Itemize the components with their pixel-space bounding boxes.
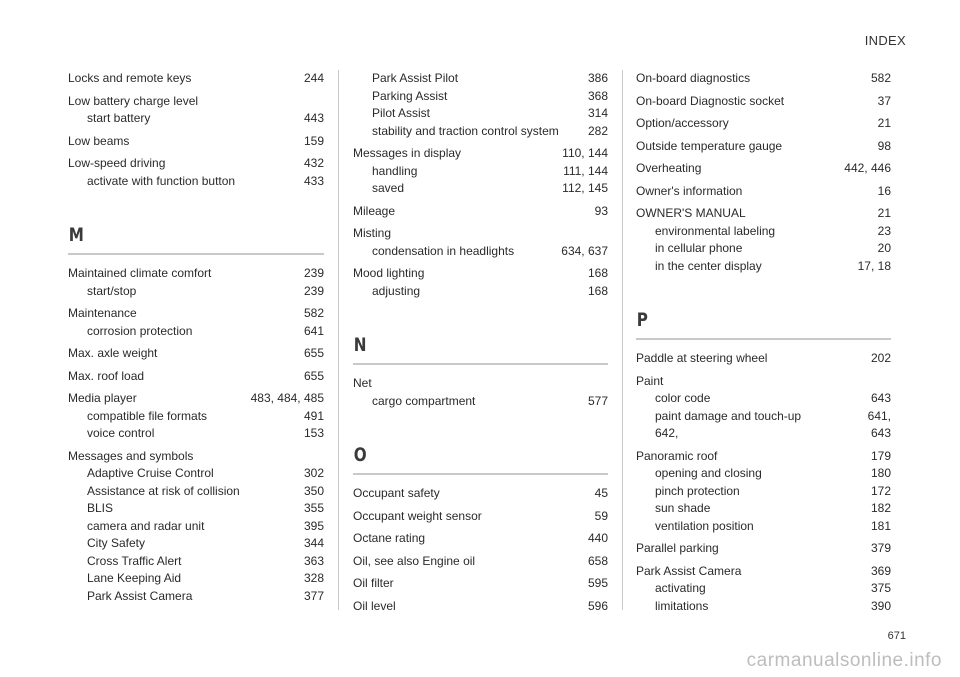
entry-label: cargo compartment [372,393,476,408]
index-entry [68,390,324,408]
entry-label: pinch protection [655,483,740,498]
section-letter: M [68,224,84,246]
index-entry [68,345,324,363]
entry-page-ref: 363 [303,553,324,568]
entry-label: Assistance at risk of collision [87,483,240,498]
entry-label: start battery [87,111,151,125]
entry-page-ref: 20 [877,241,891,255]
index-entry [68,265,324,283]
entry-page-ref: 244 [303,71,324,85]
entry-label: Paddle at steering wheel [636,351,768,365]
entry-label: Option/accessory [636,116,729,130]
entry-label: Messages and symbols [68,448,194,463]
entry-label: OWNER'S MANUAL [636,206,746,220]
entry-label: Low battery charge level [68,93,199,108]
entry-label: camera and radar unit [87,518,205,533]
entry-page-ref: 172 [870,483,891,498]
entry-label: color code [655,391,711,405]
index-entry [68,133,324,151]
entry-page-ref: 23 [877,223,891,238]
entry-page-ref: 93 [594,203,608,218]
entry-label: activating [655,581,706,595]
index-subentry [68,588,324,606]
entry-label: Misting [353,226,392,240]
entry-page-ref: 21 [877,116,891,130]
entry-label: Oil filter [353,576,394,590]
entry-page-ref: 440 [587,531,608,545]
entry-page-ref: 328 [303,571,324,585]
entry-page-ref: 112, 145 [562,181,608,195]
entry-page-ref: 582 [303,306,324,320]
index-subentry [353,243,608,261]
index-entry [636,448,891,466]
entry-label: environmental labeling [655,223,776,238]
entry-label: Parallel parking [636,541,719,555]
entry-label: Max. axle weight [68,346,158,360]
index-subentry [68,425,324,443]
entry-page-ref: 634, 637 [561,243,608,258]
index-entry [68,305,324,323]
entry-label: Maintained climate comfort [68,266,212,280]
index-subentry [636,408,891,426]
index-entry [636,138,891,156]
entry-label: Park Assist Camera [87,588,193,603]
entry-page-ref: 355 [303,501,324,515]
entry-label: handling [372,163,418,178]
section-heading [353,334,608,365]
entry-page-ref: 658 [587,553,608,568]
entry-label: Low beams [68,133,130,148]
index-subentry [68,500,324,518]
entry-label: activate with function button [87,173,236,188]
entry-page-ref: 111, 144 [563,163,608,178]
entry-page-ref: 179 [870,448,891,463]
entry-label: Messages in display [353,146,462,160]
entry-page-ref: 16 [877,183,891,198]
index-entry [636,205,891,223]
entry-label: Oil level [353,598,396,613]
entry-page-ref: 375 [870,581,891,595]
entry-page-ref: 21 [877,206,891,220]
entry-page-ref: 369 [870,563,891,578]
index-entry [353,553,608,571]
index-entry [353,530,608,548]
entry-label: Pilot Assist [372,106,431,120]
entry-page-ref: 45 [594,486,608,500]
entry-label: ventilation position [655,518,754,533]
index-entry [636,563,891,581]
entry-label: Net [353,376,372,390]
entry-label: in cellular phone [655,241,743,255]
index-column-2 [353,70,608,615]
entry-page-ref: 168 [587,283,608,298]
entry-label: corrosion protection [87,323,193,338]
index-subentry [353,88,608,106]
entry-label: Owner's information [636,183,743,198]
entry-label: Parking Assist [372,88,448,103]
entry-page-ref: 159 [303,133,324,148]
index-subentry [353,123,608,141]
entry-page-ref: 641, [867,408,891,423]
index-subentry [636,580,891,598]
entry-page-ref: 302 [303,466,324,480]
entry-label: Occupant safety [353,486,440,500]
index-entry [353,508,608,526]
entry-page-ref: 202 [870,351,891,365]
index-entry [68,93,324,111]
entry-label: opening and closing [655,466,762,480]
section-rule [636,338,891,340]
entry-label: Park Assist Camera [636,563,742,578]
entry-label: On-board Diagnostic socket [636,93,785,108]
entry-label: voice control [87,426,155,440]
index-subentry [68,553,324,571]
index-entry [353,225,608,243]
index-column-3 [636,70,891,615]
entry-page-ref: 59 [594,508,608,523]
entry-label: Park Assist Pilot [372,71,459,85]
index-entry [68,155,324,173]
entry-page-ref: 443 [303,111,324,125]
entry-page-ref: 368 [587,88,608,103]
index-entry [353,375,608,393]
entry-label: City Safety [87,536,146,550]
index-entry [353,203,608,221]
entry-label: Outside temperature gauge [636,138,783,153]
index-entry [68,448,324,466]
index-entry [636,160,891,178]
index-entry [353,485,608,503]
index-subentry [636,223,891,241]
entry-page-ref: 168 [587,266,608,280]
entry-page-ref: 98 [877,138,891,153]
entry-label: BLIS [87,501,114,515]
entry-label: Occupant weight sensor [353,508,482,523]
index-subentry [636,425,891,443]
entry-label: sun shade [655,501,711,515]
entry-label: Mood lighting [353,266,425,280]
index-subentry [353,163,608,181]
section-rule [68,253,324,255]
entry-page-ref: 483, 484, 485 [250,391,324,405]
entry-page-ref: 379 [870,541,891,555]
entry-label: Oil, see also Engine oil [353,553,476,568]
entry-label: Mileage [353,203,396,218]
index-subentry [636,518,891,536]
index-subentry [636,500,891,518]
index-subentry [68,465,324,483]
entry-label: Octane rating [353,531,426,545]
entry-label: compatible file formats [87,408,208,423]
index-subentry [68,110,324,128]
entry-label: Adaptive Cruise Control [87,466,214,480]
column-divider [622,70,623,610]
index-subentry [68,283,324,301]
entry-label: paint damage and touch-up [655,408,802,423]
index-entry [636,115,891,133]
entry-page-ref: 390 [870,598,891,613]
entry-page-ref: 182 [870,501,891,515]
entry-page-ref: 433 [303,173,324,188]
entry-label: stability and traction control system [372,123,559,138]
column-divider [338,70,339,610]
index-subentry [68,570,324,588]
index-entry [636,350,891,368]
entry-page-ref: 181 [870,518,891,533]
section-heading [636,309,891,340]
watermark: carmanualsonline.info [746,650,942,671]
page-number: 671 [887,630,906,642]
index-entry [636,93,891,111]
entry-page-ref: 595 [587,576,608,590]
index-subentry [636,390,891,408]
index-entry [636,183,891,201]
entry-label: start/stop [87,283,137,298]
entry-page-ref: 282 [587,123,608,138]
index-subentry [636,598,891,616]
index-subentry [68,535,324,553]
entry-page-ref: 239 [303,266,324,280]
entry-page-ref: 582 [870,71,891,85]
section-letter: P [636,309,648,331]
index-subentry [68,408,324,426]
section-rule [353,473,608,475]
index-subentry [68,323,324,341]
entry-page-ref: 17, 18 [857,258,891,273]
entry-page-ref: 180 [870,466,891,480]
entry-page-ref: 577 [587,393,608,408]
index-subentry [636,483,891,501]
entry-label: Locks and remote keys [68,71,192,85]
entry-page-ref: 377 [303,588,324,603]
entry-page-ref: 442, 446 [844,161,891,175]
entry-label: Paint [636,373,664,388]
index-entry [68,70,324,88]
index-entry [353,145,608,163]
index-entry [68,368,324,386]
entry-page-ref: 395 [303,518,324,533]
entry-label: Panoramic roof [636,448,718,463]
index-subentry [353,393,608,411]
entry-label: 642, [655,426,679,440]
entry-page-ref: 655 [303,368,324,383]
entry-page-ref: 643 [870,391,891,405]
entry-label: Max. roof load [68,368,145,383]
entry-label: Cross Traffic Alert [87,553,182,568]
entry-label: in the center display [655,258,762,273]
entry-page-ref: 344 [303,536,324,550]
index-subentry [353,283,608,301]
entry-label: Low-speed driving [68,156,166,170]
index-entry [636,70,891,88]
index-subentry [353,105,608,123]
index-entry [353,575,608,593]
entry-page-ref: 153 [303,426,324,440]
entry-page-ref: 37 [877,93,891,108]
entry-label: Overheating [636,161,702,175]
entry-label: condensation in headlights [372,243,515,258]
entry-label: saved [372,181,405,195]
page-header-title: INDEX [864,33,906,48]
entry-page-ref: 239 [303,283,324,298]
entry-page-ref: 655 [303,346,324,360]
entry-page-ref: 596 [587,598,608,613]
index-subentry [68,483,324,501]
section-rule [353,363,608,365]
index-subentry [353,70,608,88]
section-letter: O [353,444,367,466]
index-subentry [353,180,608,198]
entry-page-ref: 491 [303,408,324,423]
entry-label: Maintenance [68,306,137,320]
index-entry [636,540,891,558]
index-subentry [68,173,324,191]
entry-page-ref: 350 [303,483,324,498]
index-subentry [636,258,891,276]
entry-page-ref: 110, 144 [562,146,608,160]
index-subentry [68,518,324,536]
index-column-1 [68,70,324,605]
entry-page-ref: 386 [587,71,608,85]
entry-label: On-board diagnostics [636,71,751,85]
entry-page-ref: 641 [303,323,324,338]
entry-label: limitations [655,598,709,613]
index-subentry [636,240,891,258]
index-entry [636,373,891,391]
index-entry [353,598,608,616]
entry-label: adjusting [372,283,421,298]
index-entry [353,265,608,283]
section-heading [353,444,608,475]
entry-page-ref: 314 [587,106,608,120]
entry-label: Lane Keeping Aid [87,571,182,585]
entry-label: Media player [68,391,137,405]
index-subentry [636,465,891,483]
entry-page-ref: 643 [870,426,891,440]
section-letter: N [353,334,367,356]
entry-page-ref: 432 [303,156,324,170]
section-heading [68,224,324,255]
